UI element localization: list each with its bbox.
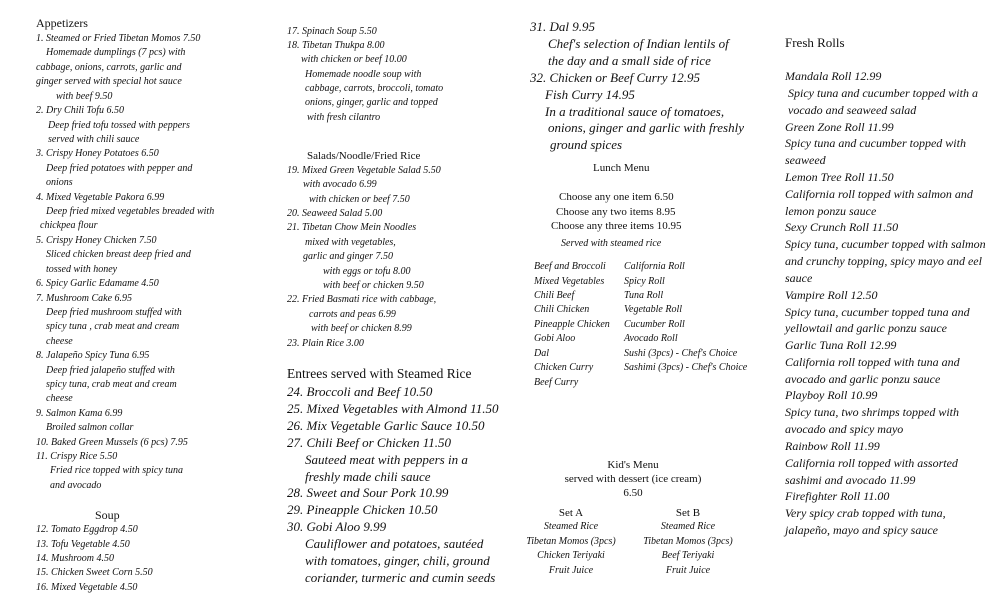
menu-item-22: 22. Fried Basmati rice with cabbage, — [287, 294, 437, 305]
roll-name: Green Zone Roll 11.99 — [785, 120, 894, 134]
item-variant: with beef or chicken 8.99 — [311, 323, 412, 334]
section-heading-appetizers: Appetizers — [36, 16, 88, 30]
item-description: Chef's selection of Indian lentils of — [548, 36, 729, 51]
kids-set-a-title: Set A — [558, 507, 584, 519]
item-description: cabbage, carrots, broccoli, tomato — [305, 83, 444, 94]
lunch-option: Choose any one item 6.50 — [559, 191, 674, 203]
roll-description: vocado and seaweed salad — [788, 103, 917, 117]
lunch-choice: Chicken Curry — [534, 362, 594, 373]
roll-description: Spicy tuna, cucumber topped with salmon — [785, 237, 986, 251]
menu-item-15: 15. Chicken Sweet Corn 5.50 — [36, 567, 153, 578]
menu-item-16: 16. Mixed Vegetable 4.50 — [36, 582, 138, 593]
menu-item-18: 18. Tibetan Thukpa 8.00 — [287, 40, 385, 51]
kids-set-item: Tibetan Momos (3pcs) — [526, 536, 616, 547]
kids-set-item: Fruit Juice — [665, 565, 711, 576]
roll-name: Lemon Tree Roll 11.50 — [785, 170, 894, 184]
lunch-choice: Avocado Roll — [624, 333, 678, 344]
lunch-choice: Gobi Aloo — [534, 333, 576, 344]
kids-set-item: Chicken Teriyaki — [537, 550, 605, 561]
roll-description: seaweed — [785, 153, 826, 167]
roll-description: jalapeño, mayo and spicy sauce — [785, 523, 938, 537]
item-description: onions, ginger and garlic with freshly — [548, 120, 744, 135]
roll-description: avocado and spicy mayo — [785, 422, 904, 436]
item-variant: with eggs or tofu 8.00 — [323, 266, 411, 277]
item-description: onions, ginger, garlic and topped — [305, 97, 438, 108]
item-description: freshly made chili sauce — [305, 469, 431, 484]
roll-description: yellowtail and garlic ponzu sauce — [785, 321, 947, 335]
lunch-choice: Vegetable Roll — [624, 304, 683, 315]
item-description: coriander, turmeric and cumin seeds — [305, 570, 496, 585]
lunch-option: Choose any three items 10.95 — [551, 220, 682, 232]
kids-set-item: Tibetan Momos (3pcs) — [643, 536, 733, 547]
menu-item-24: 24. Broccoli and Beef 10.50 — [287, 384, 433, 399]
item-description: Fried rice topped with spicy tuna — [50, 465, 184, 476]
menu-item-1: 1. Steamed or Fried Tibetan Momos 7.50 — [36, 33, 201, 44]
section-heading-lunch: Lunch Menu — [593, 162, 650, 174]
roll-description: lemon ponzu sauce — [785, 204, 877, 218]
item-description: Homemade dumplings (7 pcs) with — [46, 47, 186, 58]
item-variant: with beef 9.50 — [56, 91, 113, 102]
item-description: spicy tuna, crab meat and cream — [46, 379, 177, 390]
item-variant: with chicken or beef 10.00 — [301, 54, 407, 65]
lunch-choice: Cucumber Roll — [624, 319, 685, 330]
roll-description: and crunchy topping, spicy mayo and eel — [785, 254, 982, 268]
item-description: Deep fried potatoes with pepper and — [46, 163, 193, 174]
item-description: Deep fried mixed vegetables breaded with — [46, 206, 215, 217]
roll-name: Playboy Roll 10.99 — [785, 388, 878, 402]
roll-description: Spicy tuna, two shrimps topped with — [785, 405, 959, 419]
menu-item-19: 19. Mixed Green Vegetable Salad 5.50 — [287, 165, 441, 176]
item-description: the day and a small side of rice — [548, 53, 711, 68]
roll-description: Very spicy crab topped with tuna, — [785, 506, 946, 520]
menu-item-31: 31. Dal 9.95 — [530, 19, 595, 34]
lunch-choice: Sushi (3pcs) - Chef's Choice — [624, 348, 738, 359]
roll-description: sashimi and avocado 11.99 — [785, 473, 916, 487]
item-description: Deep fried jalapeño stuffed with — [46, 365, 175, 376]
item-description: with tomatoes, ginger, chili, ground — [305, 553, 490, 568]
roll-description: sauce — [785, 271, 813, 285]
item-variant: with beef or chicken 9.50 — [323, 280, 424, 291]
roll-description: Spicy tuna and cucumber topped with — [785, 136, 966, 150]
menu-item-3: 3. Crispy Honey Potatoes 6.50 — [36, 148, 159, 159]
menu-item-27: 27. Chili Beef or Chicken 11.50 — [287, 435, 452, 450]
section-heading-entrees: Entrees served with Steamed Rice — [287, 366, 472, 381]
roll-name: Rainbow Roll 11.99 — [785, 439, 880, 453]
item-description: In a traditional sauce of tomatoes, — [545, 104, 725, 119]
item-description: onions — [46, 177, 73, 188]
menu-item-5: 5. Crispy Honey Chicken 7.50 — [36, 235, 157, 246]
item-description: cabbage, onions, carrots, garlic and — [36, 62, 182, 73]
lunch-choice: Dal — [534, 348, 549, 359]
item-description: mixed with vegetables, — [305, 237, 396, 248]
lunch-choice: Beef and Broccoli — [534, 261, 606, 272]
item-description: tossed with honey — [46, 264, 118, 275]
roll-name: Mandala Roll 12.99 — [785, 69, 882, 83]
menu-item-13: 13. Tofu Vegetable 4.50 — [36, 539, 130, 550]
menu-item-11: 11. Crispy Rice 5.50 — [36, 451, 118, 462]
section-heading-soup: Soup — [95, 508, 120, 522]
kids-price: 6.50 — [623, 487, 643, 499]
item-description: served with chili sauce — [48, 134, 140, 145]
item-description: chickpea flour — [40, 220, 98, 231]
lunch-choice: Pineapple Chicken — [534, 319, 610, 330]
item-description: Sauteed meat with peppers in a — [305, 452, 468, 467]
section-heading-fresh-rolls: Fresh Rolls — [785, 35, 845, 50]
kids-set-item: Steamed Rice — [660, 521, 716, 532]
lunch-choice: California Roll — [624, 261, 685, 272]
roll-description: avocado and garlic ponzu sauce — [785, 372, 941, 386]
lunch-note: Served with steamed rice — [561, 238, 662, 249]
item-description: carrots and peas 6.99 — [309, 309, 396, 320]
menu-item-12: 12. Tomato Eggdrop 4.50 — [36, 524, 138, 535]
kids-set-item: Beef Teriyaki — [661, 550, 715, 561]
menu-item-2: 2. Dry Chili Tofu 6.50 — [36, 105, 124, 116]
item-variant: Fish Curry 14.95 — [545, 87, 635, 102]
item-description: ground spices — [550, 137, 623, 152]
lunch-choice: Mixed Vegetables — [534, 276, 605, 287]
menu-item-4: 4. Mixed Vegetable Pakora 6.99 — [36, 192, 165, 203]
menu-item-21: 21. Tibetan Chow Mein Noodles — [287, 222, 417, 233]
item-description: and avocado — [50, 480, 102, 491]
item-description: Broiled salmon collar — [46, 422, 134, 433]
lunch-option: Choose any two items 8.95 — [556, 206, 676, 218]
kids-set-item: Fruit Juice — [548, 565, 594, 576]
roll-description: Spicy tuna, cucumber topped tuna and — [785, 305, 970, 319]
roll-name: Sexy Crunch Roll 11.50 — [785, 220, 899, 234]
item-description: Cauliflower and potatoes, sautéed — [305, 536, 484, 551]
item-description: Deep fried mushroom stuffed with — [46, 307, 182, 318]
menu-item-29: 29. Pineapple Chicken 10.50 — [287, 502, 438, 517]
menu-item-7: 7. Mushroom Cake 6.95 — [36, 293, 133, 304]
item-description: spicy tuna , crab meat and cream — [46, 321, 180, 332]
roll-description: Spicy tuna and cucumber topped with a — [788, 86, 978, 100]
roll-name: Garlic Tuna Roll 12.99 — [785, 338, 897, 352]
menu-item-23: 23. Plain Rice 3.00 — [287, 338, 364, 349]
menu-item-8: 8. Jalapeño Spicy Tuna 6.95 — [36, 350, 150, 361]
menu-item-30: 30. Gobi Aloo 9.99 — [287, 519, 387, 534]
menu-item-6: 6. Spicy Garlic Edamame 4.50 — [36, 278, 159, 289]
lunch-choice: Beef Curry — [534, 377, 579, 388]
menu-item-32: 32. Chicken or Beef Curry 12.95 — [530, 70, 701, 85]
roll-name: Firefighter Roll 11.00 — [785, 489, 890, 503]
menu-item-20: 20. Seaweed Salad 5.00 — [287, 208, 383, 219]
roll-name: Vampire Roll 12.50 — [785, 288, 878, 302]
menu-item-28: 28. Sweet and Sour Pork 10.99 — [287, 485, 449, 500]
menu-item-14: 14. Mushroom 4.50 — [36, 553, 114, 564]
item-description: cheese — [46, 336, 73, 347]
section-heading-kids: Kid's Menu — [607, 459, 659, 471]
roll-description: California roll topped with tuna and — [785, 355, 960, 369]
item-description: Sliced chicken breast deep fried and — [46, 249, 191, 260]
kids-subtitle: served with dessert (ice cream) — [564, 473, 702, 485]
item-description: Deep fried tofu tossed with peppers — [48, 120, 190, 131]
item-description: Homemade noodle soup with — [305, 69, 422, 80]
lunch-choice: Tuna Roll — [624, 290, 664, 301]
roll-description: California roll topped with salmon and — [785, 187, 973, 201]
item-description: ginger served with special hot sauce — [36, 76, 182, 87]
section-heading-salads: Salads/Noodle/Fried Rice — [307, 150, 421, 162]
menu-item-17: 17. Spinach Soup 5.50 — [287, 26, 377, 37]
kids-set-b-title: Set B — [675, 507, 701, 519]
lunch-choice: Sashimi (3pcs) - Chef's Choice — [624, 362, 748, 373]
lunch-choice: Spicy Roll — [624, 276, 665, 287]
item-variant: with chicken or beef 7.50 — [309, 194, 410, 205]
roll-description: California roll topped with assorted — [785, 456, 958, 470]
menu-item-25: 25. Mixed Vegetables with Almond 11.50 — [287, 401, 499, 416]
item-description: cheese — [46, 393, 73, 404]
item-description: garlic and ginger 7.50 — [303, 251, 393, 262]
kids-set-item: Steamed Rice — [543, 521, 599, 532]
lunch-choice: Chili Chicken — [534, 304, 590, 315]
menu-item-9: 9. Salmon Kama 6.99 — [36, 408, 123, 419]
item-variant: with avocado 6.99 — [303, 179, 377, 190]
item-description: with fresh cilantro — [307, 112, 381, 123]
menu-item-10: 10. Baked Green Mussels (6 pcs) 7.95 — [36, 437, 188, 448]
menu-item-26: 26. Mix Vegetable Garlic Sauce 10.50 — [287, 418, 485, 433]
lunch-choice: Chili Beef — [534, 290, 575, 301]
